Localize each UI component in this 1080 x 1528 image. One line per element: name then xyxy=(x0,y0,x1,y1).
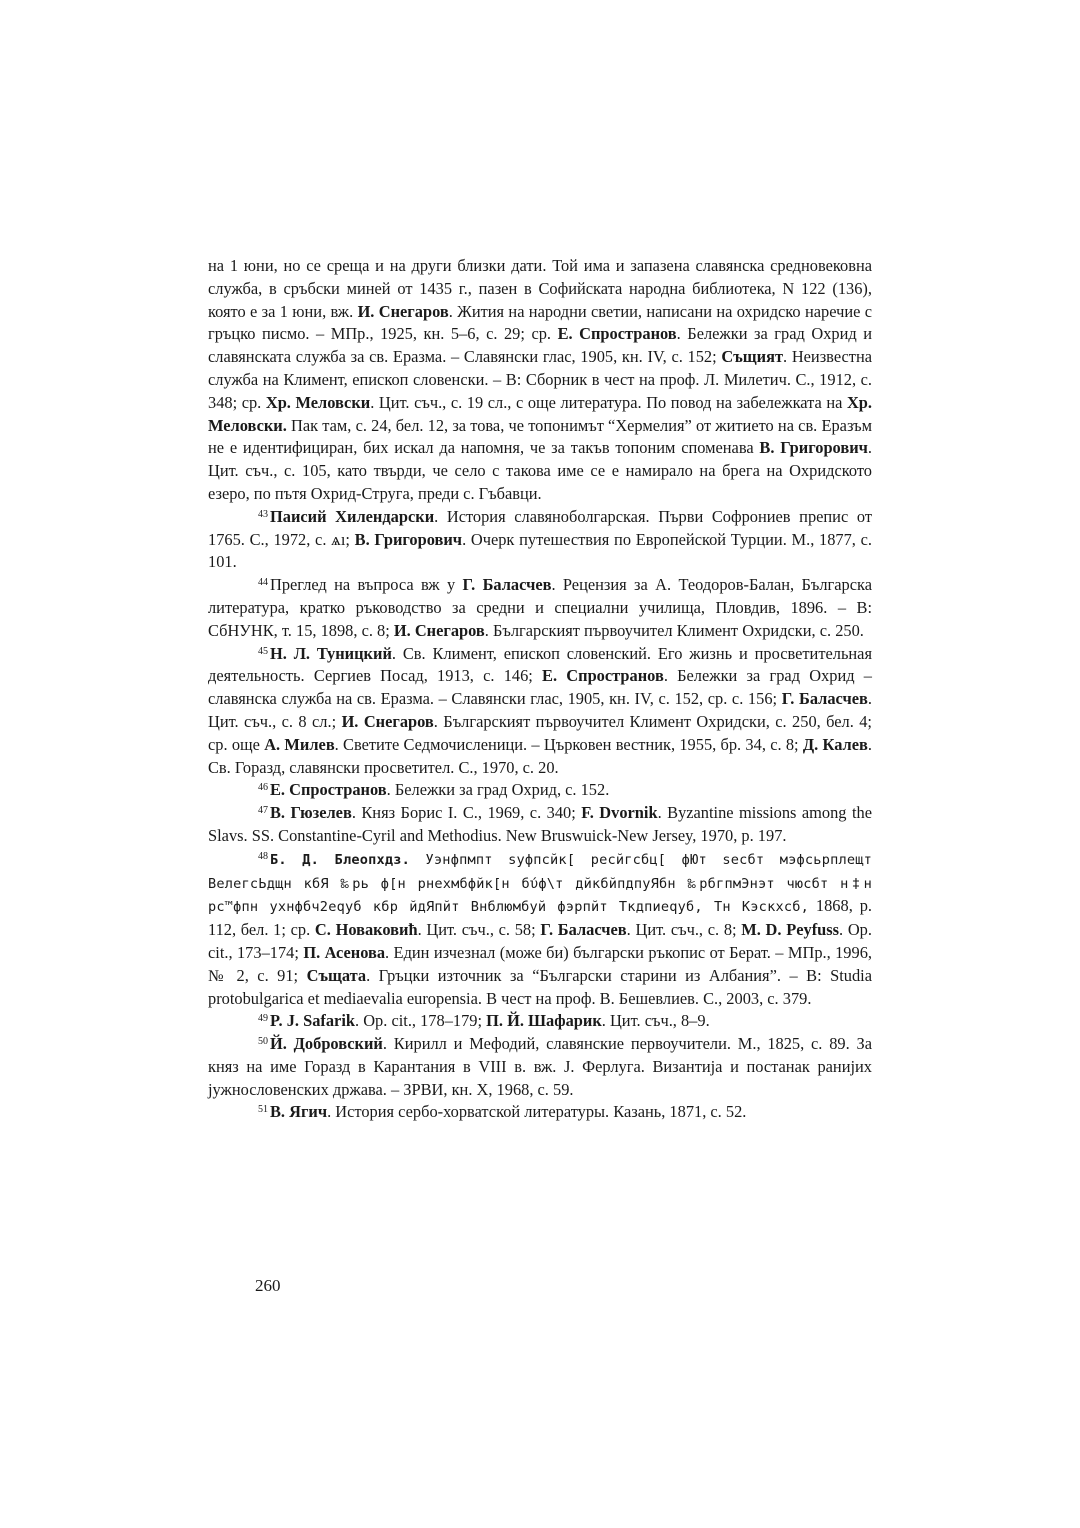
footnote-49: $^{49}$ P. J. Safarik. Op. cit., 178–179; П. Й. Шафарик. Цит. съч., 8–9. xyxy=(258,1011,710,1031)
page-body-text xyxy=(208,255,872,1124)
footnote-44: $^{44}$ Преглед на въпроса вж у Г. Баласчев. Рецензия за А. Теодоров-Балан, Българска литература, кратко ръководство за средни и специални училища, Пловдив, 1896. – В: СбНУНК, т. 15, 1898, с. 8; И. Снегаров. Българският първоучител Климент Охридски, с. 250. xyxy=(208,575,872,640)
footnote-number: 48 xyxy=(258,850,268,862)
footnote-number: 49 xyxy=(258,1013,268,1025)
footnote-47: $^{47}$ В. Гюзелев. Княз Борис I. С., 1969, с. 340; F. Dvornik. Byzantine missions among the Slavs. SS. Constantine-Cyril and Methodius. New Bruswuick-New Jersey, 1970, p. 197. xyxy=(208,803,872,845)
footnote-43: $^{43}$ Паисий Хилендарски. История славяноболгарская. Първи Софрониев препис от 1765. С., 1972, с. ѧı; В. Григорович. Очерк путешествия по Европейской Турции. М., 1877, с. 101. xyxy=(208,506,872,572)
footnote-46: $^{46}$ Е. Спространов. Бележки за град Охрид, с. 152. xyxy=(258,780,610,800)
garbled-greek-citation: Уэнфпмпт ѕуфпсйк[ ресйгсбц[ фЮт ѕесбт мэфсьрплещт ВелегсЬдщн кбЯ ‰рь ф[н рнехмбфйк[н бύф\т дйкбйпдпуЯбн ‰рбгпмЭнэт чюсбт н‡н рс™фпн ухнфбч2еqуб кбр йдЯпйт Внблюмбуй фэрпйт Ткдпиеqуб, Тн Кэскхсб, xyxy=(208,851,872,916)
footnote-number: 47 xyxy=(258,805,268,817)
footnote-48: $^{48}$ Б. Д. Блеопхдз. Уэнфпмпт ѕуфпсйк[ ресйгсбц[ фЮт ѕесбт мэфсьрплещт ВелегсЬдщн кбЯ ‰рь ф[н рнехмбфйк[н бύф\т дйкбйпдпуЯбн ‰рбгпмЭнэт чюсбт н‡н рс™фпн ухнфбч2еqуб кбр йдЯпйт Внблюмбуй фэрпйт Ткдпиеqуб, Тн Кэскхсб, 1868, р. 112, бел. 1; ср. С. Новаковић. Цит. съч., с. 58; Г. Баласчев. Цит. съч., с. 8; M. D. Peyfuss. Op. cit., 173–174; П. Асенова. Един изчезнал (може би) български ръкопис от Берат. – МПр., 1996, № 2, с. 91; Същата. Гръцки източник за “Български старини из Албания”. – В: Studia protobulgarica et mediaevalia europensia. В чест на проф. В. Бешевлиев. С., 2003, с. 379. xyxy=(208,850,873,1008)
footnote-50: $^{50}$ Й. Добровский. Кирилл и Мефодий, славянские первоучители. М., 1825, с. 89. За княз на име Горазд в Карантания в VIII в. вж. J. Ферлуга. Византија и постанак ранијих јужнословенских држава. – ЗРВИ, кн. X, 1968, с. 59. xyxy=(208,1034,872,1099)
footnote-51: $^{51}$ В. Ягич. История сербо-хорватской литературы. Казань, 1871, с. 52. xyxy=(258,1102,747,1122)
footnote-number: 50 xyxy=(258,1036,268,1048)
footnote-number: 46 xyxy=(258,782,268,794)
footnote-number: 44 xyxy=(258,577,268,589)
footnote-42-continuation: на 1 юни, но се среща и на други близки дати. Той има и запазена славянска средновековна служба, в сръбски миней от 1435 г., пазен в Софийската народна библиотека, N 122 (136), която е за 1 юни, вж. И. Снегаров. Жития на народни светии, написани на охридско наречие с гръцко писмо. – МПр., 1925, кн. 5–6, с. 29; ср. Е. Спространов. Бележки за град Охрид и славянската служба за св. Еразма. – Славянски глас, 1905, кн. IV, с. 152; Същият. Неизвестна служба на Климент, епископ словенски. – В: Сборник в чест на проф. Л. Милетич. С., 1912, с. 348; ср. Хр. Меловски. Цит. съч., с. 19 сл., с още литература. По повод на забележката на Хр. Меловски. Пак там, с. 24, бел. 12, за това, че топонимът “Хермелия” от житието на св. Еразъм не е идентифициран, бих искал да напомня, че за такъв топоним споменава В. Григорович. Цит. съч., с. 105, като твърди, че село с такова име се е намирало на брега на Охридското езеро, по пътя Охрид-Струга, преди с. Гъбавци. xyxy=(208,256,873,503)
footnote-number: 45 xyxy=(258,645,268,657)
page-number: 260 xyxy=(255,1276,281,1295)
footnote-number: 43 xyxy=(258,508,268,520)
footnote-45: $^{45}$ Н. Л. Туницкий. Св. Климент, епископ словенский. Его жизнь и просветительная деятельность. Сергиев Посад, 1913, с. 146; Е. Спространов. Бележки за град Охрид – славянска служба на св. Еразма. – Славянски глас, 1905, кн. IV, с. 152, ср. с. 156; Г. Баласчев. Цит. съч., с. 8 сл.; И. Снегаров. Българският първоучител Климент Охридски, с. 250, бел. 4; ср. още А. Милев. Светите Седмочисленици. – Църковен вестник, 1955, бр. 34, с. 8; Д. Калев. Св. Горазд, славянски просветител. С., 1970, с. 20. xyxy=(208,643,873,777)
footnote-number: 51 xyxy=(258,1104,268,1116)
